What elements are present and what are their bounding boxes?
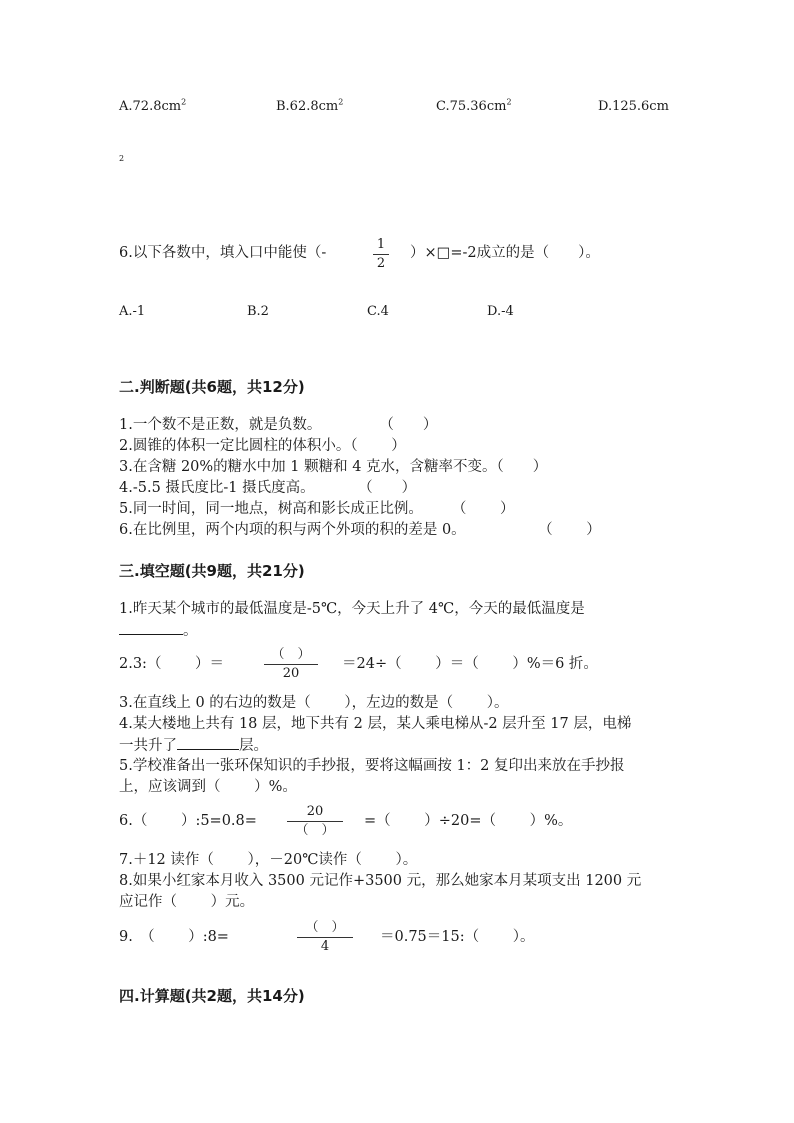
judge-item-5: 5.同一时间，同一地点，树高和影长成正比例。 （ ） <box>119 501 515 517</box>
judge-item-2: 2.圆锥的体积一定比圆柱的体积小。（ ） <box>119 438 406 454</box>
fill-q2-pre: 2.3:（ ）＝ <box>119 656 225 672</box>
fraction-numerator: 20 <box>306 804 324 819</box>
judge-item-1: 1.一个数不是正数，就是负数。 （ ） <box>119 417 438 433</box>
fraction-denominator: 4 <box>320 939 330 954</box>
fill-q2-post: ＝24÷（ ）＝（ ）%＝6 折。 <box>342 656 598 672</box>
fill-q1-line1: 1.昨天某个城市的最低温度是-5℃，今天上升了 4℃，今天的最低温度是 <box>119 601 585 617</box>
fill-q8-line2: 应记作（ ）元。 <box>119 894 255 910</box>
q6-option-c: C.4 <box>367 304 389 319</box>
fill-q8-line1: 8.如果小红家本月收入 3500 元记作+3500 元，那么她家本月某项支出 1200 元 <box>119 873 642 889</box>
judge-item-3: 3.在含糖 20%的糖水中加 1 颗糖和 4 克水，含糖率不变。（ ） <box>119 459 548 475</box>
q6-option-a: A.-1 <box>119 304 146 319</box>
fill-q9-pre: 9. （ ）:8= <box>119 929 229 945</box>
fill-q2-fraction <box>264 647 318 682</box>
fill-q5-line2: 上，应该调到（ ）%。 <box>119 779 297 795</box>
q5-option-a: $A.72.8cm^2$ <box>119 97 187 114</box>
answer-blank[interactable] <box>119 620 183 635</box>
fraction-bar <box>287 821 343 822</box>
answer-blank[interactable] <box>177 735 239 750</box>
fill-q6-fraction <box>287 804 343 839</box>
judge-item-4: 4.-5.5 摄氏度比-1 摄氏度高。 （ ） <box>119 480 417 496</box>
fill-q4-line1: 4.某大楼地上共有 18 层，地下共有 2 层，某人乘电梯从-2 层升至 17 层，电梯 <box>119 716 632 732</box>
fill-q3: 3.在直线上 0 的右边的数是（ ），左边的数是（ ）。 <box>119 695 509 711</box>
fraction-denominator: （ ） <box>295 823 335 838</box>
fill-q7: 7.＋12 读作（ ），－20℃读作（ ）。 <box>119 852 418 868</box>
q5-option-b: $B.62.8cm^2$ <box>276 97 344 114</box>
section4-heading: 四.计算题(共2题，共14分) <box>119 987 305 1005</box>
section2-heading: 二.判断题(共6题，共12分) <box>119 378 305 396</box>
judge-item-6: 6.在比例里，两个内项的积与两个外项的积的差是 0。 （ ） <box>119 522 601 538</box>
q5-option-d: D.125.6cm <box>598 99 669 114</box>
fill-q6-pre: 6.（ ）:5=0.8= <box>119 813 257 829</box>
q6-fraction <box>373 237 389 272</box>
fraction-bar <box>373 254 389 255</box>
q6-stem-pre: 6.以下各数中，填入口中能使（- <box>119 245 327 261</box>
fraction-numerator: （ ） <box>271 647 311 662</box>
fill-q1-line2: 。 <box>119 620 198 641</box>
fraction-bar <box>264 664 318 665</box>
fill-q9-post: ＝0.75＝15:（ ）。 <box>380 929 535 945</box>
fill-q4-line2: 一共升了 层。 <box>119 735 268 756</box>
fraction-denominator: 20 <box>282 666 300 681</box>
fraction-bar <box>297 937 353 938</box>
section3-heading: 三.填空题(共9题，共21分) <box>119 562 305 580</box>
fraction-denominator: 2 <box>376 256 386 271</box>
fraction-numerator: 1 <box>376 237 386 252</box>
q5-option-d-wrap: 2 <box>119 154 125 163</box>
q5-option-c: $C.75.36cm^2$ <box>436 97 512 114</box>
q6-option-b: B.2 <box>247 304 269 319</box>
fill-q6-post: =（ ）÷20=（ ）%。 <box>364 813 573 829</box>
fraction-numerator: （ ） <box>305 920 345 935</box>
fill-q5-line1: 5.学校准备出一张环保知识的手抄报，要将这幅画按 1：2 复印出来放在手抄报 <box>119 758 625 774</box>
fill-q9-fraction <box>297 920 353 955</box>
q6-option-d: D.-4 <box>487 304 514 319</box>
q6-stem-post: ）×□=-2成立的是（ ）。 <box>410 245 600 261</box>
